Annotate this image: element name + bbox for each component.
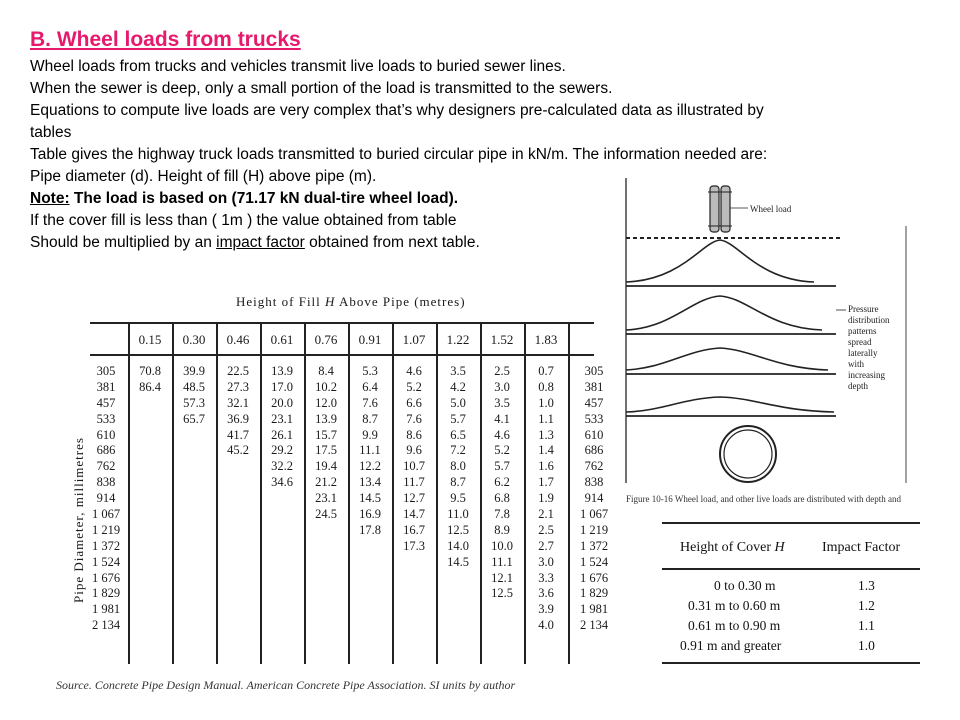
load-column [348,364,392,539]
diameter-cell: 2 134 [579,618,609,633]
load-cell: 2.1 [538,507,554,522]
diameter-cell: 305 [584,364,604,378]
table-title-suffix: Above Pipe (metres) [335,294,466,309]
diameter-cell: 1 981 [579,602,609,617]
load-cell: 70.8 [139,364,161,378]
table-source: Source. Concrete Pipe Design Manual. American Concrete Pipe Association. SI units by author [56,678,516,692]
column-header: 1.83 [534,332,558,347]
load-column [436,364,480,571]
cover-line-1: If the cover fill is less than ( 1m ) the value obtained from table [30,212,457,229]
paragraph-line: When the sewer is deep, only a small portion of the load is transmitted to the sewers. [30,80,613,97]
note-line: distribution [848,315,890,325]
load-cell: 14.7 [403,507,425,522]
load-cell: 9.5 [450,491,466,506]
load-cell: 14.5 [359,491,381,506]
load-cell: 21.2 [315,475,337,490]
load-cell: 0.8 [538,379,554,394]
column-header: 0.46 [226,332,250,347]
load-cell: 0.7 [538,364,554,378]
impact-factor-table [662,518,920,698]
load-cell: 1.0 [538,395,554,410]
column-header: 0.61 [270,332,294,347]
header-impact-factor: Impact Factor [822,540,901,555]
load-cell: 3.0 [494,379,510,394]
impact-value: 1.1 [858,618,875,633]
diameter-cell: 1 067 [579,507,609,522]
column-header: 1.22 [446,332,470,347]
load-cell: 3.0 [538,554,554,569]
load-cell: 1.1 [538,411,554,426]
load-cell: 19.4 [315,459,337,474]
diameter-cell: 1 067 [91,507,121,522]
load-column [128,364,172,396]
diameter-cell: 1 981 [91,602,121,617]
diameter-cell: 838 [96,475,116,490]
load-cell: 20.0 [271,395,293,410]
load-cell: 14.5 [447,554,469,569]
load-cell: 5.7 [450,411,466,426]
diameter-cell: 610 [96,427,116,442]
impact-value: 1.2 [858,598,875,613]
note-line: increasing [848,370,885,380]
load-cell: 14.0 [447,538,469,553]
pressure-note [848,304,890,392]
load-cell: 2.7 [538,538,554,553]
diameter-column [572,364,616,634]
diameter-cell: 533 [584,411,604,426]
load-cell: 5.3 [362,364,378,378]
load-cell: 8.7 [362,411,378,426]
load-cell: 8.4 [318,364,334,378]
paragraph-line: Pipe diameter (d). Height of fill (H) above pipe (m). [30,168,377,185]
load-cell: 8.0 [450,459,466,474]
header-var: H [774,540,785,555]
diameter-cell: 1 372 [579,538,609,553]
note-text: The load is based on (71.17 kN dual-tire wheel load). [69,190,459,207]
table-title [236,294,466,310]
table-title-var: H [325,294,336,309]
load-cell: 5.0 [450,395,466,410]
load-cell: 11.7 [403,475,425,490]
note-line: spread [848,337,872,347]
load-cell: 6.2 [494,475,510,490]
paragraph-line: Table gives the highway truck loads transmitted to buried circular pipe in kN/m. The information needed are: [30,146,768,163]
diameter-column [84,364,128,634]
load-cell: 32.2 [271,459,293,474]
load-column [172,364,216,428]
load-cell: 32.1 [227,395,249,410]
load-cell: 26.1 [271,427,293,442]
load-cell: 10.2 [315,379,337,394]
load-cell: 4.2 [450,379,466,394]
impact-factor-term: impact factor [216,234,305,251]
load-cell: 12.2 [359,459,381,474]
load-cell: 2.5 [538,522,554,537]
diameter-cell: 762 [584,459,604,474]
impact-range: 0 to 0.30 m [714,578,776,593]
load-cell: 23.1 [315,491,337,506]
load-cell: 17.8 [359,522,381,537]
load-cell: 11.0 [447,507,469,522]
load-cell: 10.0 [491,538,513,553]
cover-line-2 [30,232,480,254]
diameter-cell: 914 [584,491,604,506]
load-cell: 11.1 [359,443,381,458]
diameter-cell: 1 524 [579,554,609,569]
diameter-cell: 1 829 [91,586,121,601]
impact-range: 0.91 m and greater [680,638,782,653]
impact-range: 0.31 m to 0.60 m [688,598,781,613]
load-cell: 6.8 [494,491,510,506]
load-cell: 15.7 [315,427,337,442]
load-cell: 7.6 [406,411,422,426]
load-cell: 5.7 [494,459,510,474]
cover-line-2-text: Should be multiplied by an [30,234,217,251]
load-cell: 22.5 [227,364,249,378]
load-cell: 8.6 [406,427,422,442]
load-cell: 48.5 [183,379,205,394]
diameter-cell: 686 [584,443,604,458]
load-cell: 1.6 [538,459,554,474]
load-column [260,364,304,491]
load-cell: 1.7 [538,475,554,490]
load-cell: 41.7 [227,427,249,442]
load-cell: 1.4 [538,443,554,458]
load-cell: 7.8 [494,507,510,522]
diameter-cell: 838 [584,475,604,490]
table-rule-bottom [662,662,920,664]
load-cell: 12.5 [491,586,513,601]
load-cell: 5.2 [494,443,510,458]
load-cell: 9.6 [406,443,422,458]
load-cell: 13.4 [359,475,381,490]
load-cell: 4.6 [406,364,422,378]
load-column [392,364,436,555]
load-cell: 16.7 [403,522,425,537]
page-title: B. Wheel loads from trucks [30,28,301,51]
header-height-of-cover [680,540,785,556]
load-cell: 12.1 [491,570,513,585]
table-title-prefix: Height of Fill [236,294,326,309]
load-cell: 10.7 [403,459,425,474]
note-line: patterns [848,326,877,336]
wheel-load-label: Wheel load [750,204,792,214]
load-cell: 27.3 [227,379,249,394]
table-rule-top [662,522,920,524]
y-axis-label: Pipe Diameter, millimetres [70,437,86,603]
note-line: with [848,359,865,369]
load-cell: 5.2 [406,379,422,394]
wheel-load-figure [622,178,922,508]
impact-range: 0.61 m to 0.90 m [688,618,781,633]
load-column [480,364,524,602]
column-header: 0.91 [358,332,382,347]
load-column [524,364,568,634]
load-cell: 7.6 [362,395,378,410]
load-cell: 45.2 [227,443,249,458]
load-cell: 8.7 [450,475,466,490]
load-column [216,364,260,459]
diameter-cell: 457 [584,395,604,410]
load-cell: 65.7 [183,411,205,426]
load-cell: 12.5 [447,522,469,537]
load-cell: 7.2 [450,443,466,458]
header-prefix: Height of Cover [680,540,775,555]
diameter-cell: 1 219 [579,522,609,537]
load-cell: 6.5 [450,427,466,442]
load-cell: 9.9 [362,427,378,442]
load-cell: 24.5 [315,507,337,522]
load-cell: 12.0 [315,395,337,410]
impact-value: 1.0 [858,638,875,653]
load-cell: 3.6 [538,586,554,601]
figure-caption: Figure 10-16 Wheel load, and other live loads are distributed with depth and [626,494,902,504]
impact-value: 1.3 [858,578,875,593]
load-cell: 2.5 [494,364,510,378]
load-cell: 17.3 [403,538,425,553]
load-cell: 3.5 [450,364,466,378]
diameter-cell: 914 [96,491,116,506]
load-cell: 23.1 [271,411,293,426]
load-cell: 4.6 [494,427,510,442]
load-cell: 3.5 [494,395,510,410]
note-line: depth [848,381,868,391]
load-cell: 3.3 [538,570,554,585]
load-cell: 4.0 [538,618,554,633]
diameter-cell: 1 676 [579,570,609,585]
table-rule [90,322,594,324]
load-cell: 34.6 [271,475,293,490]
load-cell: 39.9 [183,364,205,378]
diameter-cell: 1 524 [91,554,121,569]
column-header: 0.30 [182,332,206,347]
column-header: 0.15 [138,332,162,347]
load-cell: 11.1 [491,554,513,569]
diameter-cell: 1 676 [91,570,121,585]
paragraph-line: Equations to compute live loads are very complex that’s why designers pre-calculated data as illustrated by [30,102,764,119]
paragraph-line: tables [30,124,72,141]
diameter-cell: 1 372 [91,538,121,553]
note-line: Pressure [848,304,879,314]
diameter-cell: 533 [96,411,116,426]
load-cell: 4.1 [494,411,510,426]
column-header: 0.76 [314,332,338,347]
load-cell: 13.9 [315,411,337,426]
load-cell: 12.7 [403,491,425,506]
load-cell: 17.5 [315,443,337,458]
table-rule [90,354,594,356]
load-column [304,364,348,523]
diameter-cell: 381 [96,379,116,394]
load-cell: 1.3 [538,427,554,442]
cover-line-2-tail: obtained from next table. [304,234,480,251]
column-header: 1.07 [402,332,426,347]
note-line: laterally [848,348,878,358]
diameter-cell: 762 [96,459,116,474]
table-rule-mid [662,568,920,570]
load-cell: 6.4 [362,379,378,394]
wheel-load-table [46,282,609,692]
load-cell: 86.4 [139,379,161,394]
paragraph-line: Wheel loads from trucks and vehicles transmit live loads to buried sewer lines. [30,58,566,75]
load-cell: 6.6 [406,395,422,410]
diameter-cell: 305 [96,364,116,378]
diameter-cell: 381 [584,379,604,394]
diameter-cell: 686 [96,443,116,458]
load-cell: 1.9 [538,491,554,506]
load-cell: 36.9 [227,411,249,426]
load-cell: 17.0 [271,379,293,394]
note-line [30,188,458,210]
load-cell: 16.9 [359,507,381,522]
load-cell: 29.2 [271,443,293,458]
load-cell: 8.9 [494,522,510,537]
note-label: Note: [30,190,70,207]
diameter-cell: 2 134 [91,618,121,633]
table-column-rule [568,324,570,664]
diameter-cell: 1 829 [579,586,609,601]
load-cell: 3.9 [538,602,554,617]
column-header: 1.52 [490,332,514,347]
load-cell: 13.9 [271,364,293,378]
load-cell: 57.3 [183,395,205,410]
diameter-cell: 1 219 [91,522,121,537]
diameter-cell: 610 [584,427,604,442]
diameter-cell: 457 [96,395,116,410]
